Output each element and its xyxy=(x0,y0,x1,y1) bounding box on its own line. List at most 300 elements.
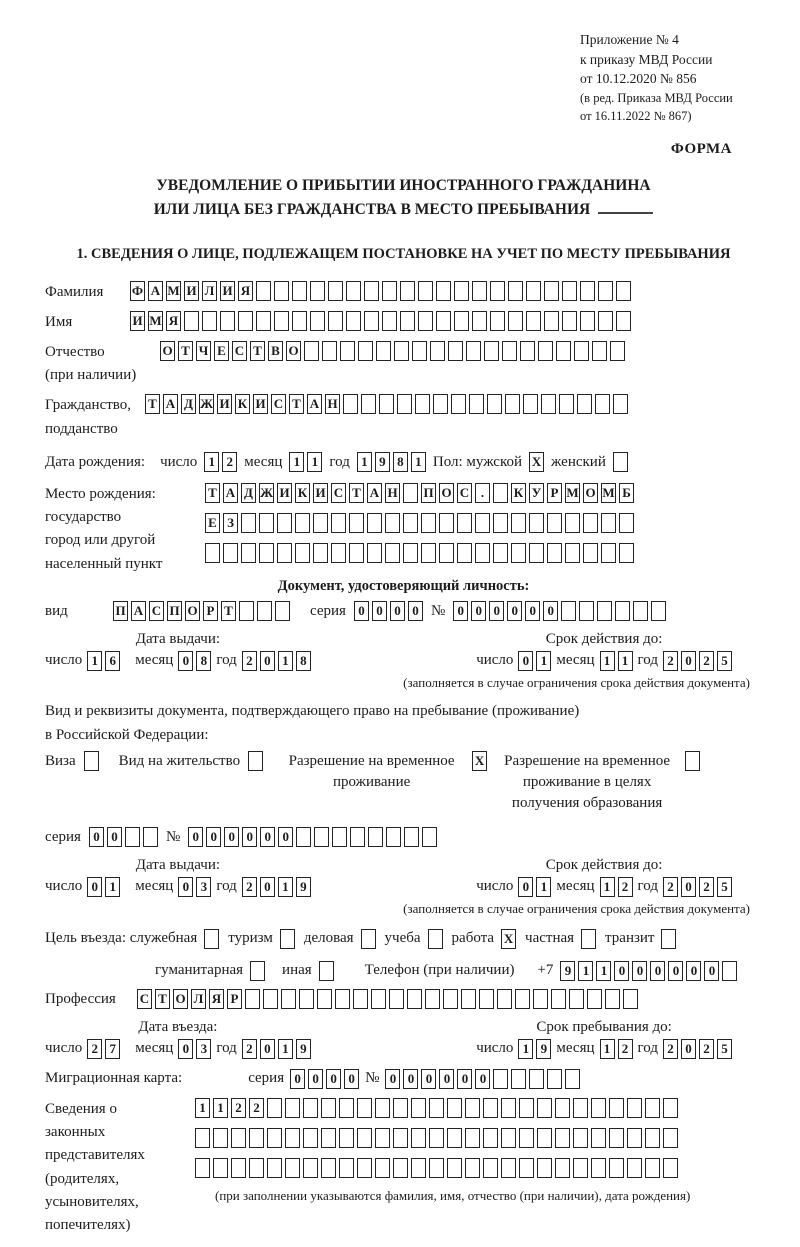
char-box[interactable] xyxy=(610,341,625,361)
char-box[interactable] xyxy=(393,1098,408,1118)
char-box[interactable]: Е xyxy=(214,341,229,361)
char-box[interactable] xyxy=(487,394,502,414)
char-box[interactable]: Т xyxy=(178,341,193,361)
char-box[interactable]: И xyxy=(217,394,232,414)
char-box[interactable]: 2 xyxy=(663,651,678,671)
char-box[interactable]: 3 xyxy=(196,1039,211,1059)
char-box[interactable] xyxy=(598,281,613,301)
char-box[interactable] xyxy=(447,1098,462,1118)
char-box[interactable]: 1 xyxy=(278,877,293,897)
char-box[interactable] xyxy=(375,1128,390,1148)
char-box[interactable] xyxy=(202,311,217,331)
char-box[interactable] xyxy=(490,281,505,301)
char-box[interactable] xyxy=(303,1128,318,1148)
char-box[interactable] xyxy=(544,281,559,301)
char-box[interactable] xyxy=(379,394,394,414)
char-box[interactable] xyxy=(364,311,379,331)
char-box[interactable] xyxy=(609,1158,624,1178)
char-box[interactable]: 1 xyxy=(307,452,322,472)
char-box[interactable]: Т xyxy=(221,601,236,621)
char-box[interactable] xyxy=(343,394,358,414)
char-box[interactable] xyxy=(577,394,592,414)
char-box[interactable]: 0 xyxy=(453,601,468,621)
char-box[interactable] xyxy=(526,281,541,301)
char-box[interactable] xyxy=(313,513,328,533)
char-box[interactable]: М xyxy=(565,483,580,503)
char-box[interactable] xyxy=(523,394,538,414)
char-box[interactable]: 0 xyxy=(439,1069,454,1089)
char-box[interactable] xyxy=(581,929,596,949)
char-box[interactable] xyxy=(598,311,613,331)
char-box[interactable]: 0 xyxy=(681,1039,696,1059)
char-box[interactable]: 2 xyxy=(231,1098,246,1118)
char-box[interactable] xyxy=(645,1098,660,1118)
char-box[interactable] xyxy=(627,1158,642,1178)
char-box[interactable] xyxy=(274,311,289,331)
char-box[interactable] xyxy=(519,1098,534,1118)
char-box[interactable] xyxy=(619,513,634,533)
char-box[interactable] xyxy=(411,1098,426,1118)
char-box[interactable] xyxy=(538,341,553,361)
char-box[interactable]: 0 xyxy=(242,827,257,847)
char-box[interactable] xyxy=(661,929,676,949)
char-box[interactable]: И xyxy=(184,281,199,301)
char-box[interactable] xyxy=(479,989,494,1009)
char-box[interactable]: К xyxy=(295,483,310,503)
char-box[interactable] xyxy=(403,513,418,533)
char-box[interactable] xyxy=(466,341,481,361)
char-box[interactable] xyxy=(331,513,346,533)
char-box[interactable] xyxy=(574,341,589,361)
char-box[interactable] xyxy=(317,989,332,1009)
char-box[interactable] xyxy=(368,827,383,847)
char-box[interactable]: П xyxy=(113,601,128,621)
char-box[interactable]: Т xyxy=(250,341,265,361)
char-box[interactable]: 1 xyxy=(600,651,615,671)
char-box[interactable] xyxy=(428,929,443,949)
char-box[interactable] xyxy=(651,601,666,621)
char-box[interactable]: 2 xyxy=(87,1039,102,1059)
char-box[interactable] xyxy=(205,543,220,563)
char-box[interactable] xyxy=(367,543,382,563)
char-box[interactable] xyxy=(722,961,737,981)
char-box[interactable] xyxy=(421,513,436,533)
char-box[interactable]: 0 xyxy=(260,877,275,897)
char-box[interactable] xyxy=(493,543,508,563)
char-box[interactable]: 2 xyxy=(222,452,237,472)
char-box[interactable]: 0 xyxy=(650,961,665,981)
char-box[interactable]: 9 xyxy=(560,961,575,981)
char-box[interactable]: 0 xyxy=(354,601,369,621)
char-box[interactable] xyxy=(321,1098,336,1118)
char-box[interactable]: 7 xyxy=(105,1039,120,1059)
char-box[interactable]: 5 xyxy=(717,877,732,897)
char-box[interactable] xyxy=(331,543,346,563)
char-box[interactable] xyxy=(619,543,634,563)
char-box[interactable] xyxy=(353,989,368,1009)
char-box[interactable] xyxy=(357,1098,372,1118)
char-box[interactable] xyxy=(591,1158,606,1178)
char-box[interactable] xyxy=(508,281,523,301)
char-box[interactable] xyxy=(339,1158,354,1178)
char-box[interactable] xyxy=(573,1158,588,1178)
char-box[interactable]: 0 xyxy=(518,877,533,897)
char-box[interactable] xyxy=(310,311,325,331)
char-box[interactable] xyxy=(425,989,440,1009)
char-box[interactable]: О xyxy=(439,483,454,503)
char-box[interactable] xyxy=(367,513,382,533)
char-box[interactable] xyxy=(484,341,499,361)
char-box[interactable] xyxy=(340,341,355,361)
char-box[interactable]: 0 xyxy=(89,827,104,847)
char-box[interactable] xyxy=(529,543,544,563)
char-box[interactable]: С xyxy=(137,989,152,1009)
char-box[interactable]: 0 xyxy=(107,827,122,847)
char-box[interactable]: 1 xyxy=(204,452,219,472)
char-box[interactable]: 2 xyxy=(699,1039,714,1059)
char-box[interactable]: О xyxy=(185,601,200,621)
char-box[interactable] xyxy=(248,751,263,771)
char-box[interactable] xyxy=(508,311,523,331)
char-box[interactable] xyxy=(430,341,445,361)
char-box[interactable] xyxy=(439,513,454,533)
char-box[interactable]: 0 xyxy=(385,1069,400,1089)
char-box[interactable]: 0 xyxy=(260,651,275,671)
char-box[interactable] xyxy=(421,543,436,563)
char-box[interactable] xyxy=(245,989,260,1009)
char-box[interactable] xyxy=(346,281,361,301)
char-box[interactable] xyxy=(475,513,490,533)
char-box[interactable] xyxy=(310,281,325,301)
char-box[interactable]: Я xyxy=(209,989,224,1009)
char-box[interactable] xyxy=(350,827,365,847)
char-box[interactable]: 0 xyxy=(390,601,405,621)
char-box[interactable] xyxy=(274,281,289,301)
char-box[interactable] xyxy=(429,1098,444,1118)
char-box[interactable] xyxy=(84,751,99,771)
char-box[interactable] xyxy=(547,543,562,563)
char-box[interactable]: 1 xyxy=(105,877,120,897)
char-box[interactable] xyxy=(321,1158,336,1178)
char-box[interactable]: И xyxy=(313,483,328,503)
char-box[interactable] xyxy=(529,1069,544,1089)
char-box[interactable]: 0 xyxy=(668,961,683,981)
char-box[interactable]: А xyxy=(367,483,382,503)
char-box[interactable]: X xyxy=(472,751,487,771)
char-box[interactable] xyxy=(493,1069,508,1089)
char-box[interactable] xyxy=(501,1098,516,1118)
char-box[interactable] xyxy=(613,452,628,472)
char-box[interactable] xyxy=(389,989,404,1009)
char-box[interactable] xyxy=(573,1128,588,1148)
char-box[interactable] xyxy=(267,1128,282,1148)
char-box[interactable] xyxy=(358,341,373,361)
char-box[interactable]: 2 xyxy=(663,877,678,897)
char-box[interactable]: О xyxy=(173,989,188,1009)
char-box[interactable] xyxy=(375,1158,390,1178)
char-box[interactable]: А xyxy=(307,394,322,414)
char-box[interactable]: Б xyxy=(619,483,634,503)
char-box[interactable] xyxy=(267,1098,282,1118)
char-box[interactable] xyxy=(280,929,295,949)
char-box[interactable] xyxy=(511,543,526,563)
char-box[interactable]: 1 xyxy=(536,651,551,671)
char-box[interactable]: 1 xyxy=(618,651,633,671)
char-box[interactable] xyxy=(213,1158,228,1178)
char-box[interactable]: 2 xyxy=(618,877,633,897)
char-box[interactable]: . xyxy=(475,483,490,503)
char-box[interactable]: 8 xyxy=(296,651,311,671)
char-box[interactable] xyxy=(627,1128,642,1148)
char-box[interactable] xyxy=(259,543,274,563)
char-box[interactable]: 2 xyxy=(618,1039,633,1059)
char-box[interactable]: А xyxy=(223,483,238,503)
char-box[interactable] xyxy=(204,929,219,949)
char-box[interactable] xyxy=(184,311,199,331)
char-box[interactable] xyxy=(275,601,290,621)
char-box[interactable] xyxy=(303,1158,318,1178)
char-box[interactable] xyxy=(609,1098,624,1118)
char-box[interactable]: М xyxy=(601,483,616,503)
char-box[interactable]: С xyxy=(271,394,286,414)
char-box[interactable] xyxy=(407,989,422,1009)
char-box[interactable]: 0 xyxy=(178,877,193,897)
char-box[interactable] xyxy=(241,543,256,563)
char-box[interactable] xyxy=(125,827,140,847)
char-box[interactable]: Т xyxy=(289,394,304,414)
char-box[interactable]: Т xyxy=(155,989,170,1009)
char-box[interactable]: 0 xyxy=(308,1069,323,1089)
char-box[interactable] xyxy=(501,1158,516,1178)
char-box[interactable] xyxy=(223,543,238,563)
char-box[interactable] xyxy=(454,281,469,301)
char-box[interactable] xyxy=(451,394,466,414)
char-box[interactable] xyxy=(633,601,648,621)
char-box[interactable] xyxy=(537,1098,552,1118)
char-box[interactable] xyxy=(515,989,530,1009)
char-box[interactable] xyxy=(349,513,364,533)
char-box[interactable] xyxy=(418,311,433,331)
char-box[interactable] xyxy=(263,989,278,1009)
char-box[interactable]: Я xyxy=(166,311,181,331)
char-box[interactable] xyxy=(595,394,610,414)
char-box[interactable] xyxy=(213,1128,228,1148)
char-box[interactable] xyxy=(580,281,595,301)
char-box[interactable] xyxy=(411,1158,426,1178)
char-box[interactable] xyxy=(583,513,598,533)
char-box[interactable]: 0 xyxy=(87,877,102,897)
char-box[interactable] xyxy=(469,394,484,414)
char-box[interactable]: И xyxy=(220,281,235,301)
char-box[interactable]: О xyxy=(286,341,301,361)
char-box[interactable]: Т xyxy=(205,483,220,503)
char-box[interactable]: 1 xyxy=(289,452,304,472)
char-box[interactable] xyxy=(429,1158,444,1178)
char-box[interactable] xyxy=(321,1128,336,1148)
char-box[interactable] xyxy=(439,543,454,563)
char-box[interactable] xyxy=(411,1128,426,1148)
char-box[interactable]: 9 xyxy=(296,1039,311,1059)
char-box[interactable]: 0 xyxy=(290,1069,305,1089)
char-box[interactable] xyxy=(447,1158,462,1178)
char-box[interactable]: И xyxy=(130,311,145,331)
char-box[interactable]: 1 xyxy=(578,961,593,981)
char-box[interactable] xyxy=(562,281,577,301)
char-box[interactable]: Е xyxy=(205,513,220,533)
char-box[interactable]: 0 xyxy=(372,601,387,621)
char-box[interactable] xyxy=(591,1098,606,1118)
char-box[interactable] xyxy=(490,311,505,331)
char-box[interactable]: 0 xyxy=(206,827,221,847)
char-box[interactable] xyxy=(505,394,520,414)
char-box[interactable]: 0 xyxy=(260,827,275,847)
char-box[interactable] xyxy=(555,1128,570,1148)
char-box[interactable]: Л xyxy=(191,989,206,1009)
char-box[interactable] xyxy=(447,1128,462,1148)
char-box[interactable]: 0 xyxy=(278,827,293,847)
char-box[interactable]: 8 xyxy=(393,452,408,472)
char-box[interactable]: Д xyxy=(241,483,256,503)
char-box[interactable]: 2 xyxy=(242,1039,257,1059)
char-box[interactable]: 0 xyxy=(344,1069,359,1089)
char-box[interactable] xyxy=(556,341,571,361)
char-box[interactable]: 0 xyxy=(681,651,696,671)
char-box[interactable]: С xyxy=(457,483,472,503)
char-box[interactable]: И xyxy=(277,483,292,503)
char-box[interactable] xyxy=(364,281,379,301)
char-box[interactable]: 0 xyxy=(421,1069,436,1089)
char-box[interactable]: 2 xyxy=(242,651,257,671)
char-box[interactable] xyxy=(601,513,616,533)
char-box[interactable]: 0 xyxy=(457,1069,472,1089)
char-box[interactable] xyxy=(296,827,311,847)
char-box[interactable]: К xyxy=(235,394,250,414)
char-box[interactable] xyxy=(493,513,508,533)
char-box[interactable] xyxy=(472,311,487,331)
char-box[interactable]: 0 xyxy=(224,827,239,847)
char-box[interactable]: 6 xyxy=(105,651,120,671)
char-box[interactable]: А xyxy=(148,281,163,301)
char-box[interactable] xyxy=(615,601,630,621)
char-box[interactable] xyxy=(143,827,158,847)
char-box[interactable] xyxy=(685,751,700,771)
char-box[interactable]: Р xyxy=(547,483,562,503)
char-box[interactable] xyxy=(580,311,595,331)
char-box[interactable] xyxy=(483,1128,498,1148)
char-box[interactable]: 1 xyxy=(213,1098,228,1118)
char-box[interactable]: 5 xyxy=(717,1039,732,1059)
char-box[interactable]: О xyxy=(160,341,175,361)
char-box[interactable] xyxy=(375,1098,390,1118)
char-box[interactable]: 1 xyxy=(195,1098,210,1118)
char-box[interactable] xyxy=(249,1128,264,1148)
char-box[interactable] xyxy=(257,601,272,621)
char-box[interactable] xyxy=(339,1098,354,1118)
char-box[interactable] xyxy=(569,989,584,1009)
char-box[interactable] xyxy=(533,989,548,1009)
char-box[interactable] xyxy=(281,989,296,1009)
char-box[interactable] xyxy=(616,281,631,301)
char-box[interactable]: 9 xyxy=(536,1039,551,1059)
char-box[interactable] xyxy=(403,543,418,563)
char-box[interactable]: 0 xyxy=(686,961,701,981)
char-box[interactable] xyxy=(422,827,437,847)
char-box[interactable] xyxy=(461,989,476,1009)
char-box[interactable]: 9 xyxy=(375,452,390,472)
char-box[interactable]: 0 xyxy=(260,1039,275,1059)
char-box[interactable] xyxy=(303,1098,318,1118)
char-box[interactable]: 0 xyxy=(326,1069,341,1089)
char-box[interactable] xyxy=(382,281,397,301)
char-box[interactable] xyxy=(404,827,419,847)
char-box[interactable] xyxy=(465,1158,480,1178)
char-box[interactable]: 0 xyxy=(518,651,533,671)
char-box[interactable]: 0 xyxy=(475,1069,490,1089)
char-box[interactable] xyxy=(472,281,487,301)
char-box[interactable]: Т xyxy=(145,394,160,414)
char-box[interactable]: 0 xyxy=(408,601,423,621)
char-box[interactable] xyxy=(328,281,343,301)
char-box[interactable] xyxy=(393,1128,408,1148)
char-box[interactable] xyxy=(609,1128,624,1148)
char-box[interactable]: 8 xyxy=(196,651,211,671)
char-box[interactable] xyxy=(448,341,463,361)
char-box[interactable] xyxy=(436,281,451,301)
char-box[interactable] xyxy=(220,311,235,331)
char-box[interactable] xyxy=(231,1158,246,1178)
char-box[interactable] xyxy=(195,1158,210,1178)
char-box[interactable] xyxy=(285,1158,300,1178)
char-box[interactable] xyxy=(285,1098,300,1118)
char-box[interactable] xyxy=(562,311,577,331)
char-box[interactable] xyxy=(313,543,328,563)
char-box[interactable] xyxy=(241,513,256,533)
char-box[interactable] xyxy=(454,311,469,331)
char-box[interactable] xyxy=(292,281,307,301)
char-box[interactable] xyxy=(314,827,329,847)
char-box[interactable] xyxy=(349,543,364,563)
char-box[interactable] xyxy=(376,341,391,361)
char-box[interactable] xyxy=(361,394,376,414)
char-box[interactable] xyxy=(339,1128,354,1148)
char-box[interactable] xyxy=(415,394,430,414)
char-box[interactable]: П xyxy=(421,483,436,503)
char-box[interactable]: 0 xyxy=(632,961,647,981)
char-box[interactable] xyxy=(526,311,541,331)
char-box[interactable] xyxy=(322,341,337,361)
char-box[interactable]: А xyxy=(131,601,146,621)
char-box[interactable]: Ф xyxy=(130,281,145,301)
char-box[interactable]: 0 xyxy=(178,1039,193,1059)
char-box[interactable] xyxy=(332,827,347,847)
char-box[interactable] xyxy=(277,543,292,563)
char-box[interactable]: Р xyxy=(227,989,242,1009)
char-box[interactable]: 2 xyxy=(663,1039,678,1059)
char-box[interactable]: 5 xyxy=(717,651,732,671)
char-box[interactable]: 2 xyxy=(242,877,257,897)
char-box[interactable]: X xyxy=(529,452,544,472)
char-box[interactable] xyxy=(511,1069,526,1089)
char-box[interactable]: Д xyxy=(181,394,196,414)
char-box[interactable] xyxy=(433,394,448,414)
char-box[interactable] xyxy=(559,394,574,414)
char-box[interactable]: Ж xyxy=(259,483,274,503)
char-box[interactable] xyxy=(597,601,612,621)
char-box[interactable]: 0 xyxy=(489,601,504,621)
char-box[interactable]: Н xyxy=(325,394,340,414)
char-box[interactable]: 1 xyxy=(357,452,372,472)
char-box[interactable]: З xyxy=(223,513,238,533)
